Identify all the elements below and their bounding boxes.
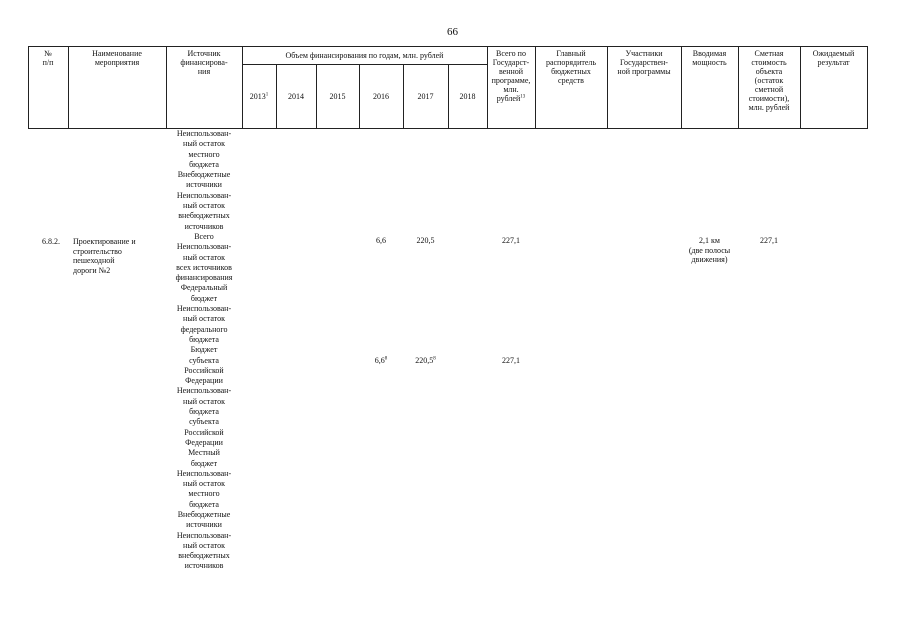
header-bottom-border [28,128,868,129]
source-item: Неиспользован- ный остаток внебюджетных источников [176,530,232,571]
header-year-2015: 2015 [329,92,346,101]
subject-2017: 220,5$^8$ [415,356,436,365]
source-item: Местный бюджет [188,448,220,468]
source-item: Всего [194,231,214,241]
source-item: Внебюджетные источники [177,170,231,190]
source-item: Внебюджетные источники [177,509,231,530]
header-name: Наименование мероприятия [92,49,142,67]
years-divider [242,64,487,65]
source-item: Неиспользован- ный остаток местного бюджета [176,468,232,509]
header-total: Всего по Государст- венной программе, млн. рублей$^{13}$ [491,49,531,103]
total-2016: 6,6 [376,236,386,245]
row-name: Проектирование и строительство пешеходной дороги №2 [73,237,136,275]
header-source: Источник финансирова- ния [180,49,228,76]
header-year-2016: 2016 [373,92,389,101]
header-funding-group: Объем финансирования по годам, млн. рублей [285,51,444,60]
subject-sum: 227,1 [502,356,520,365]
source-item: Неиспользован- ный остаток федерального бюджета [176,304,232,344]
source-item: Неиспользован- ный остаток всех источников финансирования [175,242,233,283]
header-year-2013: 2013$^1$ [249,92,269,101]
header-manager: Главный распорядитель бюджетных средств [545,49,597,85]
header-year-2017: 2017 [417,92,434,101]
source-item: Неиспользован- ный остаток местного бюджета [176,129,232,169]
source-item: Бюджет субъекта Российской Федерации [184,345,224,386]
sources-column [166,129,242,572]
header-num: № п/п [42,49,54,67]
header-year-2014: 2014 [288,92,304,101]
header-year-2018: 2018 [459,92,476,101]
header-result: Ожидаемый результат [812,49,855,67]
total-2017: 220,5 [416,236,435,245]
row-number: 6.8.2. [42,237,60,246]
page-number: 66 [447,26,458,38]
header-estimate: Сметная стоимость объекта (остаток сметной стоимости), млн. рублей [748,49,790,112]
total-sum: 227,1 [502,236,520,245]
subject-2016: $6,6^8$ [374,356,388,365]
source-item: Неиспользован- ный остаток внебюджетных источников [176,190,232,231]
col-border [867,46,868,128]
header-top-border [28,46,868,47]
header-capacity: Вводимая мощность [692,49,727,67]
source-item: Неиспользован- ный остаток бюджета субъекта Российской Федерации [176,386,232,447]
header-participants: Участники Государствен- ной программы [617,49,671,76]
capacity-value: 2,1 км (две полосы движения) [688,236,731,264]
source-item: Федеральный бюджет [180,283,228,303]
estimate-value: 227,1 [760,236,778,245]
